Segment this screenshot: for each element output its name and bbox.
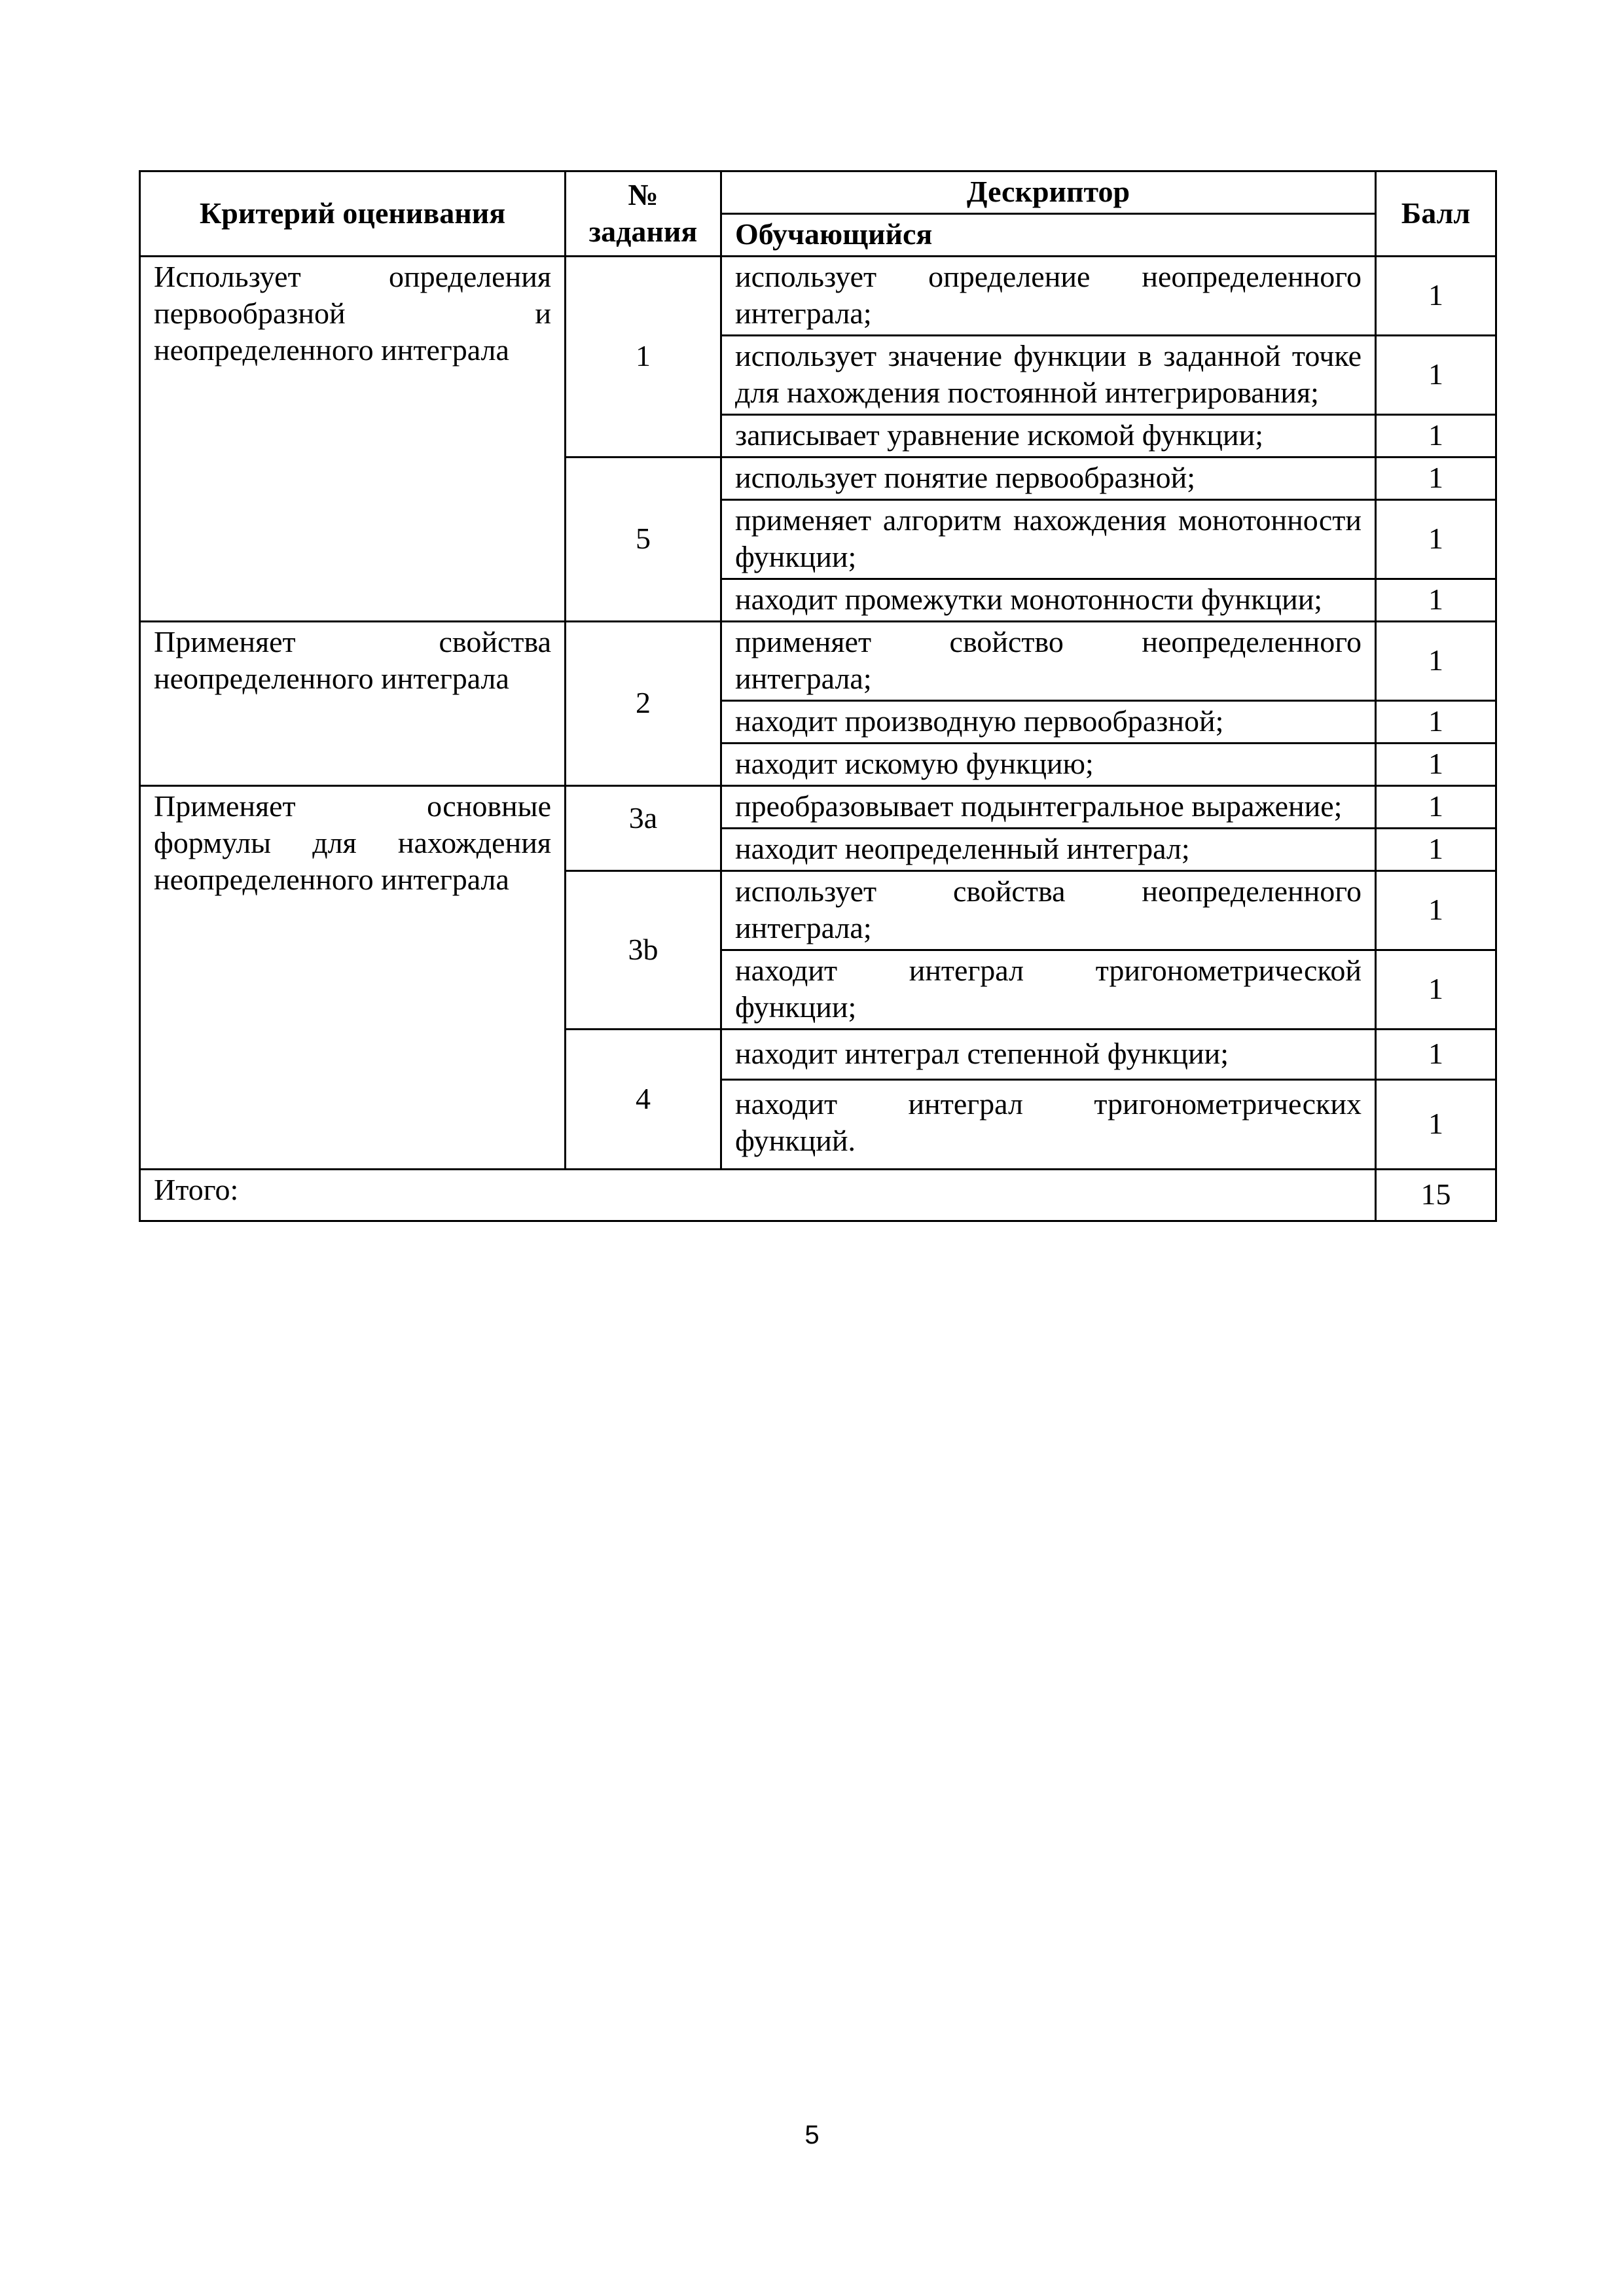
- score-cell: 1: [1376, 500, 1496, 579]
- task-number-cell: 5: [566, 457, 721, 622]
- total-label: Итого:: [140, 1170, 1376, 1221]
- task-number-cell: 3a: [566, 786, 721, 871]
- descriptor-cell: находит искомую функцию;: [721, 744, 1376, 786]
- task-number-cell: 3b: [566, 871, 721, 1030]
- header-criterion: Критерий оценивания: [140, 171, 566, 257]
- descriptor-cell: применяет алгоритм нахождения монотонности функции;: [721, 500, 1376, 579]
- score-cell: 1: [1376, 457, 1496, 500]
- score-cell: 1: [1376, 622, 1496, 701]
- task-number-cell: 1: [566, 257, 721, 457]
- header-task-number: № задания: [566, 171, 721, 257]
- score-cell: 1: [1376, 415, 1496, 457]
- score-cell: 1: [1376, 1080, 1496, 1170]
- criterion-cell: Использует определения первообразной и неопределенного интеграла: [140, 257, 566, 622]
- header-score: Балл: [1376, 171, 1496, 257]
- score-cell: 1: [1376, 744, 1496, 786]
- rubric-table: [139, 170, 1497, 1222]
- descriptor-cell: записывает уравнение искомой функции;: [721, 415, 1376, 457]
- page-number: 5: [804, 2121, 820, 2149]
- task-number-cell: 2: [566, 622, 721, 786]
- descriptor-cell: применяет свойство неопределенного интеграла;: [721, 622, 1376, 701]
- score-cell: 1: [1376, 871, 1496, 950]
- score-cell: 1: [1376, 950, 1496, 1030]
- descriptor-cell: находит неопределенный интеграл;: [721, 829, 1376, 871]
- descriptor-cell: находит производную первообразной;: [721, 701, 1376, 744]
- score-cell: 1: [1376, 1030, 1496, 1080]
- descriptor-cell: находит промежутки монотонности функции;: [721, 579, 1376, 622]
- descriptor-cell: использует определение неопределенного интеграла;: [721, 257, 1376, 336]
- descriptor-cell: находит интеграл тригонометрических функций.: [721, 1080, 1376, 1170]
- table-row: [140, 257, 1496, 336]
- header-descriptor: Дескриптор: [721, 171, 1376, 214]
- score-cell: 1: [1376, 579, 1496, 622]
- score-cell: 1: [1376, 829, 1496, 871]
- score-cell: 1: [1376, 701, 1496, 744]
- total-row: [140, 1170, 1496, 1221]
- descriptor-cell: находит интеграл степенной функции;: [721, 1030, 1376, 1080]
- descriptor-cell: использует свойства неопределенного интеграла;: [721, 871, 1376, 950]
- table-row: [140, 786, 1496, 829]
- descriptor-cell: использует значение функции в заданной точке для нахождения постоянной интегрирования;: [721, 336, 1376, 415]
- total-value: 15: [1376, 1170, 1496, 1221]
- score-cell: 1: [1376, 786, 1496, 829]
- task-number-cell: 4: [566, 1030, 721, 1170]
- descriptor-cell: преобразовывает подынтегральное выражение;: [721, 786, 1376, 829]
- score-cell: 1: [1376, 336, 1496, 415]
- criterion-cell: Применяет свойства неопределенного интеграла: [140, 622, 566, 786]
- descriptor-cell: находит интеграл тригонометрической функции;: [721, 950, 1376, 1030]
- criterion-cell: Применяет основные формулы для нахождения неопределенного интеграла: [140, 786, 566, 1170]
- score-cell: 1: [1376, 257, 1496, 336]
- header-learner: Обучающийся: [721, 214, 1376, 257]
- descriptor-cell: использует понятие первообразной;: [721, 457, 1376, 500]
- table-row: [140, 622, 1496, 701]
- header-row: [140, 171, 1496, 214]
